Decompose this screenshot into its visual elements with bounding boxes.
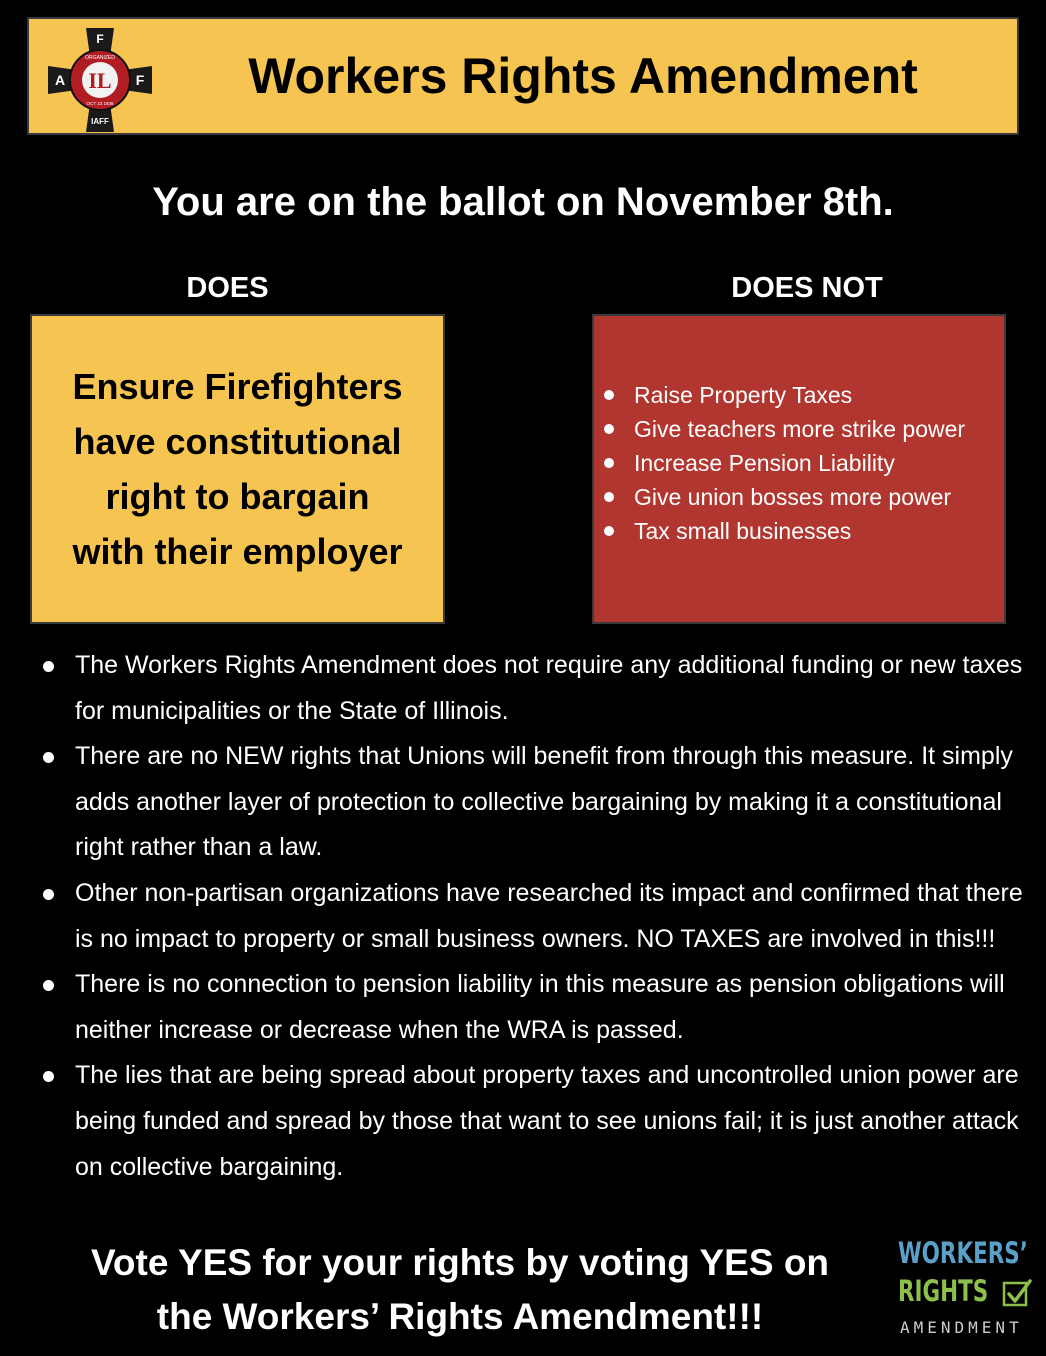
fact-item: There are no NEW rights that Unions will benefit from through this measure. It simply adds another layer of protection to collective bargaining by making it a constitutional right rather than a law. — [40, 734, 1025, 871]
call-to-action-line: the Workers’ Rights Amendment!!! — [156, 1296, 764, 1337]
page-title: Workers Rights Amendment — [248, 48, 918, 104]
does-not-item: Give teachers more strike power — [602, 412, 1008, 446]
does-not-label: DOES NOT — [731, 272, 883, 304]
does-line: Ensure Firefighters — [72, 366, 403, 407]
logo-right-letter: F — [135, 72, 145, 88]
does-not-item: Increase Pension Liability — [602, 446, 1008, 480]
wra-logo-rights: RIGHTS — [898, 1274, 989, 1308]
does-not-box — [592, 314, 1006, 624]
logo-left-letter: A — [54, 72, 66, 88]
does-box — [30, 314, 445, 624]
does-not-item: Give union bosses more power — [602, 480, 1008, 514]
does-not-item: Raise Property Taxes — [602, 378, 1008, 412]
does-not-list — [602, 378, 1008, 548]
facts-list — [40, 643, 1025, 1190]
logo-upper-text: ORGANIZED — [85, 55, 115, 61]
logo-center-text: IL — [88, 68, 112, 93]
call-to-action-line: Vote YES for your rights by voting YES on — [90, 1242, 830, 1283]
fact-item: Other non-partisan organizations have researched its impact and confirmed that there is no impact to property or small business owners. NO TAXES are involved in this!!! — [40, 871, 1025, 962]
does-line: have constitutional — [73, 421, 402, 462]
fact-item: There is no connection to pension liability in this measure as pension obligations will neither increase or decrease when the WRA is passed. — [40, 962, 1025, 1053]
call-to-action — [20, 1236, 900, 1344]
does-line: right to bargain — [105, 476, 370, 517]
does-line: with their employer — [72, 531, 403, 572]
iaff-maltese-cross-icon — [45, 25, 155, 135]
wra-logo — [890, 1236, 1040, 1346]
checkbox-check-icon — [1002, 1278, 1032, 1308]
logo-top-letter: F — [96, 32, 104, 46]
logo-lower-text: OCT 23 1936 — [86, 101, 114, 106]
logo-bottom-text: IAFF — [91, 117, 109, 126]
does-label: DOES — [186, 272, 269, 304]
header-banner — [27, 17, 1019, 135]
fact-item: The lies that are being spread about property taxes and uncontrolled union power are being funded and spread by those that want to see unions fail; it is just another attack on collective bargaining. — [40, 1053, 1025, 1190]
does-statement — [64, 359, 410, 579]
fact-item: The Workers Rights Amendment does not require any additional funding or new taxes for municipalities or the State of Illinois. — [40, 643, 1025, 734]
wra-logo-amendment: AMENDMENT — [900, 1318, 1023, 1337]
does-not-item: Tax small businesses — [602, 514, 1008, 548]
wra-logo-workers: WORKERS’ — [898, 1236, 1028, 1270]
ballot-date-subtitle: You are on the ballot on November 8th. — [152, 180, 894, 224]
